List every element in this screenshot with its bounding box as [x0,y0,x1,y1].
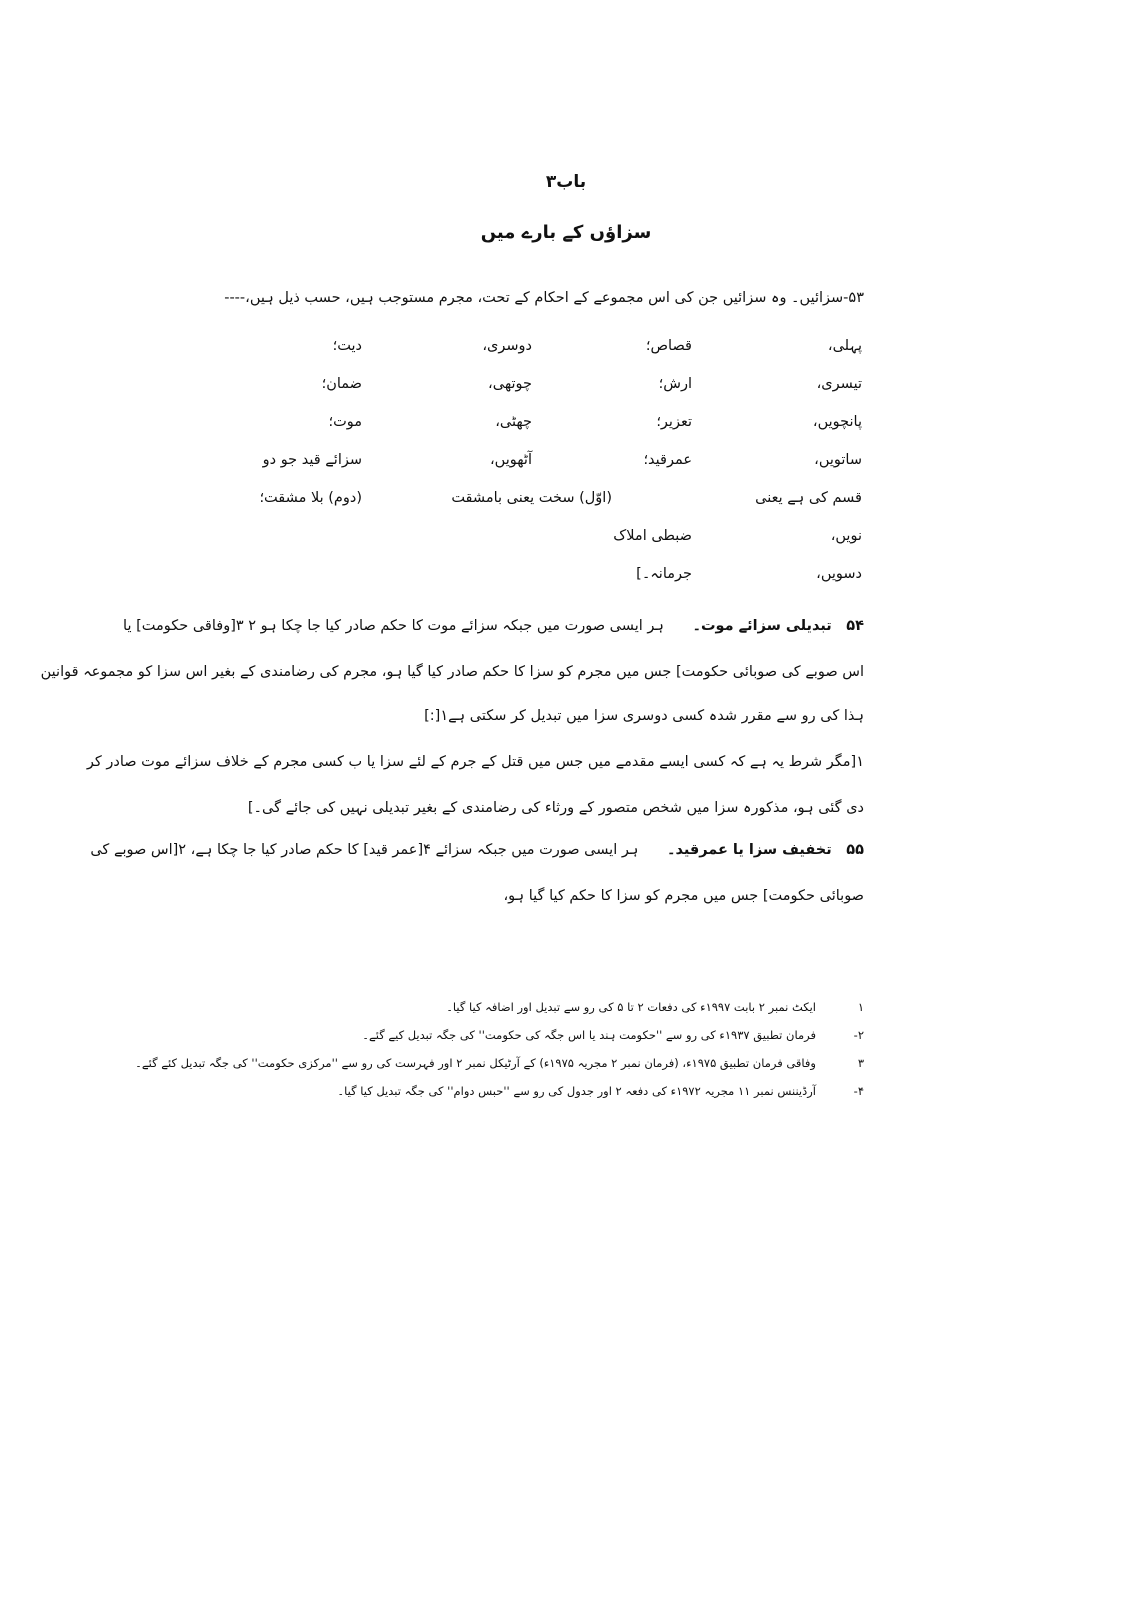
section-55-title: تخفیف سزا یا عمرقید۔ [666,842,832,858]
footnote-mark: ۴- [853,1084,864,1098]
section-54-line-2: اس صوبے کی صوبائی حکومت] جس میں مجرم کو سزا کا حکم صادر کیا گیا ہو، مجرم کی رضامندی کے بغیر اس سزا کو مجموعہ قوانین [40,664,864,680]
table-cell: ساتویں، [814,452,862,468]
table-cell: پانچویں، [812,414,862,430]
table-cell: تعزیر؛ [656,414,692,430]
table-cell: نویں، [830,528,862,544]
section-54-title: تبدیلی سزائے موت۔ [692,618,832,634]
table-cell: (دوم) بلا مشقت؛ [259,490,362,506]
footnote-text: وفاقی فرمان تطبیق ۱۹۷۵ء، (فرمان نمبر ۲ مجریہ ۱۹۷۵ء) کے آرٹیکل نمبر ۲ اور فہرست کی رو سے ''مرکزی حکومت'' کی جگہ تبدیل کئے گئے۔ [135,1056,816,1070]
table-row [252,376,862,414]
table-row [252,490,862,528]
table-cell: عمرقید؛ [643,452,692,468]
footnote-item [244,1028,864,1056]
section-55-text: ہر ایسی صورت میں جبکہ سزائے ۴[عمر قید] کا حکم صادر کیا جا چکا ہے، ۲[اس صوبے کی [90,842,639,858]
table-cell: پہلی، [827,338,862,354]
table-cell: جرمانہ۔] [636,566,692,582]
section-54-line-3: ہذا کی رو سے مقرر شدہ کسی دوسری سزا میں تبدیل کر سکتی ہے۱[:] [424,708,864,724]
table-cell: دوسری، [482,338,532,354]
table-cell: موت؛ [328,414,362,430]
footnote-mark: ۱ [857,1000,864,1014]
section-54-number: ۵۴ [846,618,864,634]
section-54-proviso-2: دی گئی ہو، مذکورہ سزا میں شخص متصور کے ورثاء کی رضامندی کے بغیر تبدیلی نہیں کی جائے گی۔] [247,800,864,816]
footnote-mark: ۲- [853,1028,864,1042]
section-55-number: ۵۵ [846,842,864,858]
footnote-mark: ۳ [857,1056,864,1070]
table-cell: دیت؛ [332,338,362,354]
footnote-text: ایکٹ نمبر ۲ بابت ۱۹۹۷ء کی دفعات ۲ تا ۵ کی رو سے تبدیل اور اضافہ کیا گیا۔ [446,1000,816,1014]
table-row [252,452,862,490]
footnotes [135,1000,864,1112]
footnote-text: فرمان تطبیق ۱۹۳۷ء کی رو سے ''حکومت ہند یا اس جگہ کی حکومت'' کی جگہ تبدیل کیے گئے۔ [362,1028,816,1042]
section-54-text: ہر ایسی صورت میں جبکہ سزائے موت کا حکم صادر کیا جا چکا ہو ۲ ۳[وفاقی حکومت] یا [123,618,664,634]
table-cell: آٹھویں، [490,452,532,468]
table-row [252,414,862,452]
section-54-proviso-1: ۱[مگر شرط یہ ہے کہ کسی ایسے مقدمے میں جس میں قتل کے جرم کے لئے سزا یا ب کسی مجرم کے خلاف سزائے موت صادر کر [86,754,864,770]
table-cell: چھٹی، [495,414,532,430]
table-cell: قسم کی ہے یعنی [755,490,862,506]
table-cell: (اوّل) سخت یعنی بامشقت [451,490,612,506]
table-cell: ارش؛ [658,376,692,392]
section-55-line-2: صوبائی حکومت] جس میں مجرم کو سزا کا حکم کیا گیا ہو، [503,888,864,904]
table-cell: چوتھی، [488,376,532,392]
footnote-text: آرڈیننس نمبر ۱۱ مجریہ ۱۹۷۲ء کی دفعہ ۲ اور جدول کی رو سے ''حبس دوام'' کی جگہ تبدیل کیا گیا۔ [337,1084,816,1098]
footnote-item [244,1000,864,1028]
table-row [252,566,862,604]
table-row [252,528,862,566]
section-54-line-1 [123,616,864,636]
section-53-intro [224,288,864,308]
table-cell: ضمان؛ [321,376,362,392]
footnote-item [135,1056,864,1084]
punishments-table [252,338,862,604]
table-row [252,338,862,376]
table-cell: تیسری، [816,376,862,392]
table-cell: دسویں، [816,566,862,582]
section-53-text: ۵۳-سزائیں۔ وہ سزائیں جن کی اس مجموعے کے احکام کے تحت، مجرم مستوجب ہیں، حسب ذیل ہیں،---- [224,290,864,306]
table-cell: قصاص؛ [645,338,692,354]
footnote-item [244,1084,864,1112]
table-cell: ضبطی املاک [613,528,692,544]
table-cell: سزائے قید جو دو [262,452,362,468]
chapter-title: باب۳ [545,172,587,192]
section-55-line-1 [90,840,864,860]
chapter-heading: سزاؤں کے بارے میں [480,222,652,243]
